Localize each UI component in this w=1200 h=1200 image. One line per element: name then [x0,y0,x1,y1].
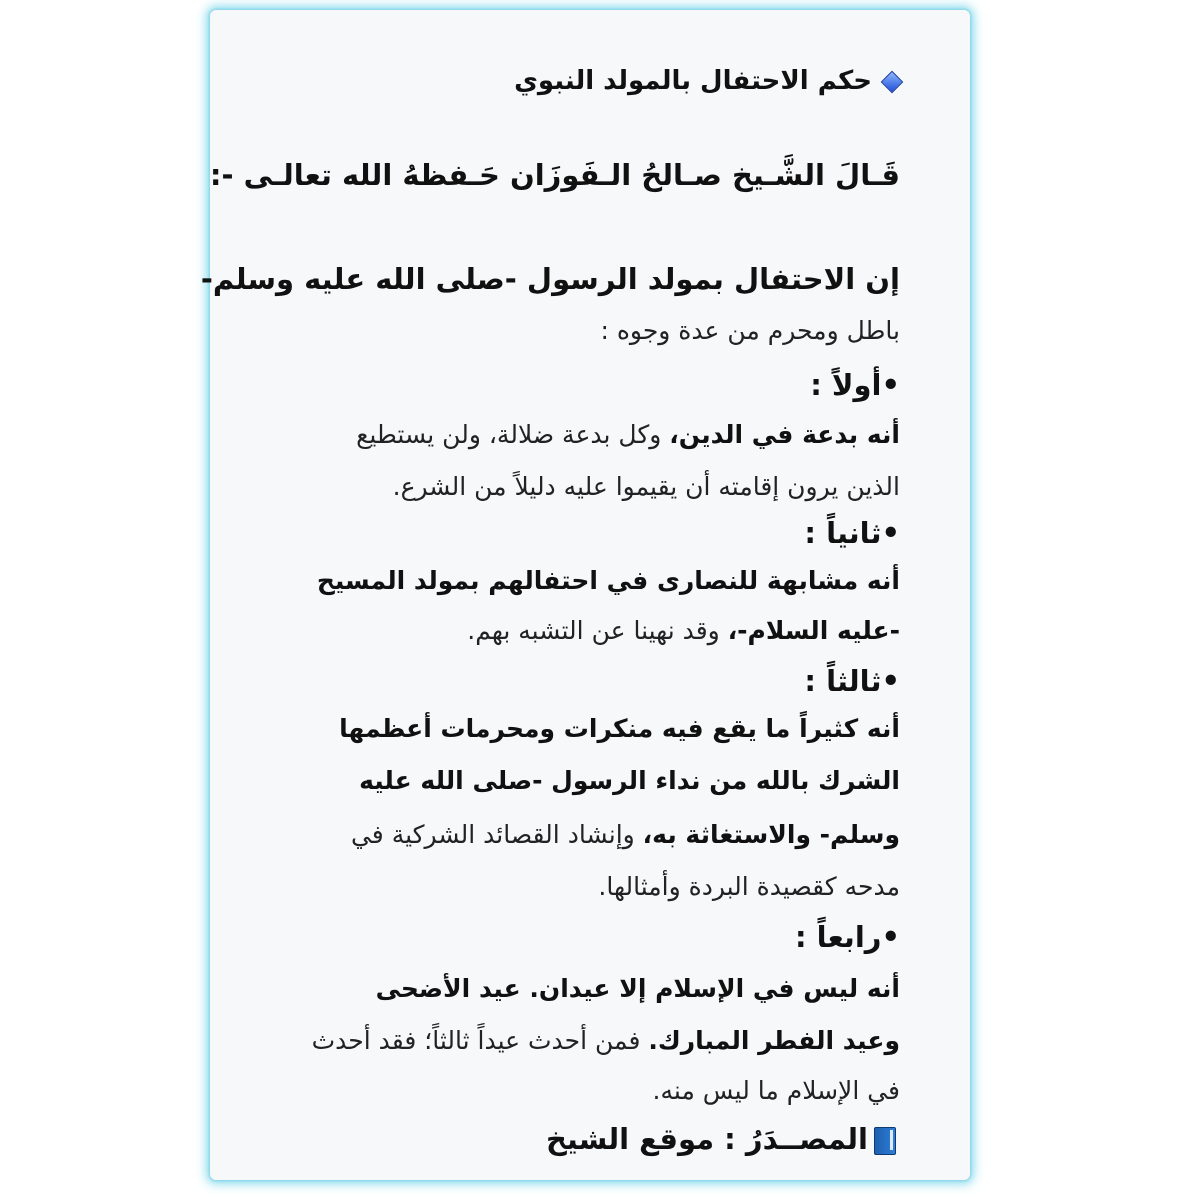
point-3-line-2 [359,766,900,795]
point-4-line-2 [312,1026,900,1055]
source-row [546,1122,896,1156]
point-3-heading: •ثالثاً : [804,664,900,698]
blue-book-icon [874,1127,896,1155]
intro-line-1: إن الاحتفال بمولد الرسول -صلى الله عليه وسلم- [200,262,900,296]
point-4-line-1 [376,974,900,1003]
article-title: حكم الاحتفال بالمولد النبوي [514,66,872,96]
point-2-line-2 [467,616,900,645]
intro-line-2: باطل ومحرم من عدة وجوه : [600,316,900,345]
point-3-line-3 [351,820,900,849]
point-2-line-1 [317,566,900,595]
point-4-line-3-normal: في الإسلام ما ليس منه. [652,1076,900,1105]
point-1-line-2 [393,472,900,501]
source-separator: : [714,1122,746,1156]
point-3-line-3-normal: وإنشاد القصائد الشركية في [350,820,643,849]
point-4-line-2-bold: وعيد الفطر المبارك. [648,1026,900,1055]
point-1-heading: •أولاً : [810,368,900,402]
blue-diamond-icon [881,70,904,93]
source-label: المصــدَرُ [745,1122,868,1156]
point-2-line-2-bold: -عليه السلام-، [727,616,900,645]
point-2-line-1-bold: أنه مشابهة للنصارى في احتفالهم بمولد المسيح [316,566,900,595]
point-1-line-1 [356,420,900,449]
point-3-line-1 [339,714,900,743]
point-1-line-1-normal: وكل بدعة ضلالة، ولن يستطيع [356,420,670,449]
point-2-line-2-normal: وقد نهينا عن التشبه بهم. [467,616,728,645]
point-3-line-4 [598,872,900,901]
source-value: موقع الشيخ [545,1122,715,1156]
point-3-line-2-bold: الشرك بالله من نداء الرسول -صلى الله عليه [359,766,900,795]
article-title-row [514,66,900,96]
point-4-line-1-bold: أنه ليس في الإسلام إلا عيدان. عيد الأضحى [375,974,900,1003]
point-3-line-1-bold: أنه كثيراً ما يقع فيه منكرات ومحرمات أعظمها [339,714,900,743]
point-4-line-3 [653,1076,900,1105]
point-2-heading: •ثانياً : [804,516,900,550]
article-card [200,10,970,1180]
point-1-line-1-bold: أنه بدعة في الدين، [669,420,900,449]
point-3-line-3-bold: وسلم- والاستغاثة به، [642,820,900,849]
point-1-line-2-normal: الذين يرون إقامته أن يقيموا عليه دليلاً من الشرع. [392,472,900,501]
point-3-line-4-normal: مدحه كقصيدة البردة وأمثالها. [598,872,900,901]
point-4-line-2-normal: فمن أحدث عيداً ثالثاً؛ فقد أحدث [311,1026,649,1055]
attribution: قَـالَ الشَّـيخ صـالحُ الـفَوزَان حَـفظهُ الله تعالـى -: [209,158,900,192]
point-4-heading: •رابعاً : [794,920,900,954]
